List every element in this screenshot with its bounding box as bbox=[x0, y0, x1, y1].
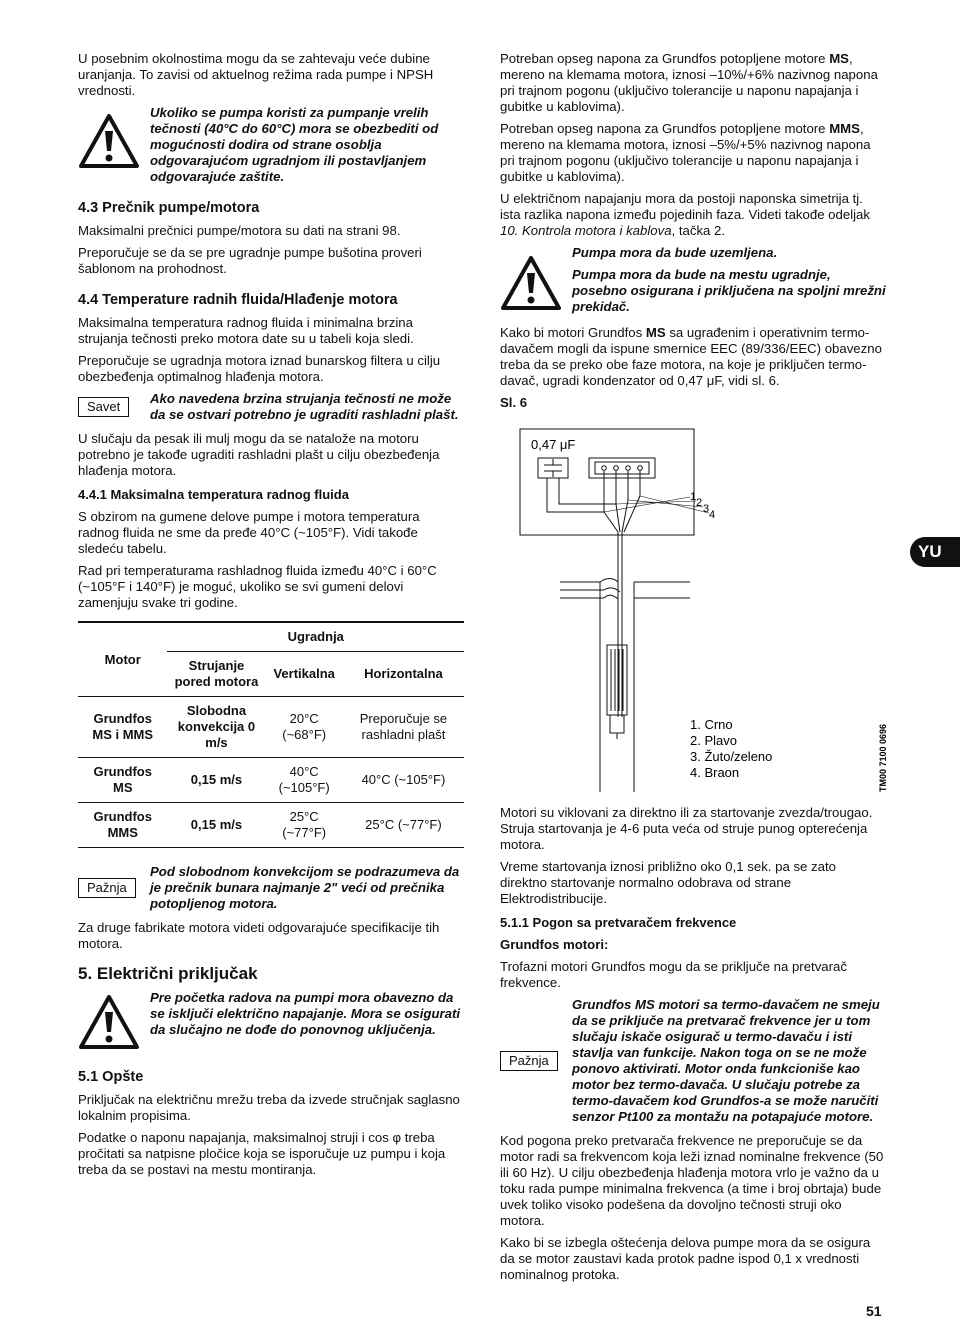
heading-4-4: 4.4 Temperature radnih fluida/Hlađenje motora bbox=[78, 292, 398, 308]
cell-flow: 0,15 m/s bbox=[167, 803, 265, 848]
th-vertikalna: Vertikalna bbox=[273, 666, 335, 681]
paragraph-stop-flow: Kako bi se izbegla oštećenja delova pumpe mora da se osigura da se motor zaustavi kada protok padne ispod 0,1 x vrednosti nominalnog protoka. bbox=[500, 1235, 871, 1282]
cell-vertical: 20°C (~68°F) bbox=[265, 697, 342, 758]
warning-triangle-icon bbox=[78, 113, 140, 169]
pump-body bbox=[607, 645, 627, 715]
paznja-text: Pod slobodnom konvekcijom se podrazumeva da je prečnik bunara najmanje 2" veći od prečnika potopljenog motora. bbox=[150, 864, 460, 911]
savet-text: Ako navedena brzina strujanja tečnosti ne može da se ostvari potrebno je ugraditi rashladni plašt. bbox=[150, 391, 459, 422]
paragraph-start-time: Vreme startovanja iznosi približno oko 0,1 sek. pa se zato direktno startovanje normalno odobrava od strane Elektrodistribucije. bbox=[500, 859, 836, 906]
paragraph-rubber-parts: S obzirom na gumene delove pumpe i motora temperatura radnog fluida ne sme da pređe 40°C (~105°F). Vidi takođe sledeću tabelu. bbox=[78, 509, 420, 556]
language-tab: YU bbox=[910, 537, 960, 567]
paragraph-template-check: Preporučuje se da se pre ugradnje pumpe bušotina proveri šablonom na prohodnost. bbox=[78, 245, 422, 276]
th-horizontalna: Horizontalna bbox=[364, 666, 443, 681]
page-number: 51 bbox=[866, 1303, 882, 1319]
paragraph-temp-range: Rad pri temperaturama rashladnog fluida između 40°C i 60°C (~105°F i 140°F) je moguć, ukoliko se svi gumeni delovi zamenjuju svake tri godine. bbox=[78, 563, 437, 610]
wire-number-4: 4 bbox=[709, 509, 716, 521]
warning-power-off bbox=[78, 990, 464, 1054]
cell-flow: 0,15 m/s bbox=[167, 758, 265, 803]
warning-text: Pre početka radova na pumpi mora obavezno da se isključi električno napajanje. Mora se osigurati da slučajno ne dođe do ponovnog uključenja. bbox=[150, 990, 461, 1037]
heading-5-1: 5.1 Opšte bbox=[78, 1069, 144, 1085]
paragraph-nameplate: Podatke o naponu napajanja, maksimalnoj struji i cos φ treba pročitati sa natpisne pločice koja se isporučuje uz pumpu i koja treba da se postavi na mestu montiranja. bbox=[78, 1130, 446, 1177]
left-column bbox=[78, 51, 464, 1184]
paznja-label: Pažnja bbox=[500, 1051, 558, 1071]
paragraph-ms-voltage: Potreban opseg napona za Grundfos potopljene motore MS, mereno na klemama motora, iznosi –10%/+6% nazivnog napona pri trajnom pogonu (uključivo tolerancije u naponu napajanja i gubitke u kablovima). bbox=[500, 51, 878, 114]
warning-hot-liquid bbox=[78, 105, 464, 185]
paragraph-three-phase: Trofazni motori Grundfos mogu da se priključe na pretvarač frekvence. bbox=[500, 959, 847, 990]
heading-5: 5. Električni priključak bbox=[78, 964, 258, 983]
terminal-block bbox=[589, 458, 655, 478]
cell-motor: Grundfos MS i MMS bbox=[78, 697, 167, 758]
note-savet bbox=[78, 391, 464, 423]
note-paznja-converter bbox=[500, 997, 886, 1125]
th-ugradnja: Ugradnja bbox=[167, 622, 464, 652]
wire-number-3: 3 bbox=[703, 503, 710, 515]
paznja-text: Grundfos MS motori sa termo-davačem ne smeju da se priključe na pretvarač frekvence jer u tom slučaju iskače osigurač u termo-davaču i isti stavlja van funkcije. Nakon toga on se ne može ponovo aktivirati. Motor onda funkcioniše kao motor bez termo-davača. U slučaju potrebe za termo-davačem kod Grundfos-a se može naručiti senzor Pt100 za montažu na potapajuće motore. bbox=[572, 997, 880, 1124]
warning-triangle-icon bbox=[500, 255, 562, 311]
warning-text-switch: Pumpa mora da bude na mestu ugradnje, posebno osigurana i priključena na spoljni mrežni prekidač. bbox=[572, 267, 886, 314]
paragraph-max-temp: Maksimalna temperatura radnog fluida i minimalna brzina strujanja tečnosti preko motora date su u tabeli koja sledi. bbox=[78, 315, 414, 346]
table-row bbox=[78, 758, 464, 803]
cell-motor: Grundfos MS bbox=[78, 758, 167, 803]
paragraph-install-above-filter: Preporučuje se ugradnja motora iznad bunarskog filtera u cilju obezbeđenja optimalnog hlađenja motora. bbox=[78, 353, 441, 384]
note-paznja-convection bbox=[78, 864, 464, 912]
cell-horizontal: Preporučuje se rashladni plašt bbox=[343, 697, 464, 758]
wire-number-1: 1 bbox=[690, 491, 697, 503]
legend-1: 1. Crno bbox=[690, 717, 733, 732]
cell-horizontal: 40°C (~105°F) bbox=[343, 758, 464, 803]
heading-4-4-1: 4.4.1 Maksimalna temperatura radnog fluida bbox=[78, 487, 349, 502]
legend-3: 3. Žuto/zeleno bbox=[690, 749, 773, 764]
temperature-table bbox=[78, 621, 464, 848]
warning-grounding bbox=[500, 245, 886, 315]
paragraph-capacitor: Kako bi motori Grundfos MS sa ugrađenim i operativnim termo-davačem mogli da ispune smernice EEC (89/336/EEC) obavezno treba da se preko obe faze motora, na koje je priključen termo-davač, ugradi kondenzator od 0,47 μF, vidi sl. 6. bbox=[500, 325, 882, 388]
paragraph-frequency: Kod pogona preko pretvarača frekvence ne preporučuje se da motor radi sa frekvencom koja leži iznad nominalne frekvence (50 ili 60 Hz). U cilju obezbeđenja hlađenja motora vrlo je važno da u toku rada pumpe minimalna frekvenca (a time i broj obrtaja) bude uvek toliko visoko podešena da dovoljno tečnosti struji oko motora. bbox=[500, 1133, 884, 1228]
heading-4-3: 4.3 Prečnik pumpe/motora bbox=[78, 200, 260, 216]
legend-2: 2. Plavo bbox=[690, 733, 737, 748]
figure-label: Sl. 6 bbox=[500, 395, 528, 410]
motor-body bbox=[610, 715, 624, 733]
cell-motor: Grundfos MMS bbox=[78, 803, 167, 848]
paragraph-connection: Priključak na električnu mrežu treba da izvede stručnjak saglasno lokalnim propisima. bbox=[78, 1092, 460, 1123]
savet-label: Savet bbox=[78, 397, 129, 417]
cell-vertical: 25°C (~77°F) bbox=[265, 803, 342, 848]
table-row bbox=[78, 697, 464, 758]
wire-number-2: 2 bbox=[696, 497, 703, 509]
paragraph-immersion: U posebnim okolnostima mogu da se zahtevaju veće dubine uranjanja. To zavisi od aktuelnog režima rada pumpe i NPSH vrednosti. bbox=[78, 51, 434, 98]
capacitor-label: 0,47 μF bbox=[531, 437, 576, 452]
th-motor: Motor bbox=[78, 622, 167, 697]
cell-horizontal: 25°C (~77°F) bbox=[343, 803, 464, 848]
subheading-grundfos-motors: Grundfos motori: bbox=[500, 937, 609, 952]
warning-triangle-icon bbox=[78, 994, 140, 1050]
paragraph-mms-voltage: Potreban opseg napona za Grundfos potopljene motore MMS, mereno na klemama motora, iznosi –5%/+5% nazivnog napona pri trajnom pogonu (uključivo tolerancije u naponu napajanja i gubitke u kablovima). bbox=[500, 121, 871, 184]
paragraph-other-makes: Za druge fabrikate motora videti odgovarajuće specifikacije tih motora. bbox=[78, 920, 440, 951]
paragraph-diameters: Maksimalni prečnici pumpe/motora su dati na strani 98. bbox=[78, 223, 401, 238]
wiring-diagram bbox=[500, 417, 886, 797]
legend-4: 4. Braon bbox=[690, 765, 740, 780]
paragraph-symmetry: U električnom napajanju mora da postoji naponska simetrija tj. ista razlika napona između pojedinih faza. Videti takođe odeljak 10. Kontrola motora i kablova, tačka 2. bbox=[500, 191, 870, 238]
right-column bbox=[500, 51, 886, 1289]
warning-text-grounded: Pumpa mora da bude uzemljena. bbox=[572, 245, 778, 260]
paznja-label: Pažnja bbox=[78, 878, 136, 898]
warning-text: Ukoliko se pumpa koristi za pumpanje vrelih tečnosti (40°C do 60°C) mora se obezbediti od mogućnosti dodira od strane osoblja odgovarajućom ugradnjom ili postavljanjem odgovarajuće zaštite. bbox=[150, 105, 439, 184]
paragraph-windings: Motori su viklovani za direktno ili za startovanje zvezda/trougao. Struja startovanja je 4-6 puta veća od struje punog opterećenja motora. bbox=[500, 805, 873, 852]
cell-vertical: 40°C (~105°F) bbox=[265, 758, 342, 803]
table-row bbox=[78, 803, 464, 848]
cell-flow: Slobodna konvekcija 0 m/s bbox=[167, 697, 265, 758]
th-strujanje: Strujanje pored motora bbox=[174, 658, 259, 689]
heading-5-1-1: 5.1.1 Pogon sa pretvaračem frekvence bbox=[500, 915, 737, 930]
figure-code: TM00 7100 0696 bbox=[878, 723, 888, 792]
paragraph-sand: U slučaju da pesak ili mulj mogu da se natalože na motoru potrebno je takođe ugraditi rashladni plašt u cilju obezbeđenja hlađenja motora. bbox=[78, 431, 440, 478]
